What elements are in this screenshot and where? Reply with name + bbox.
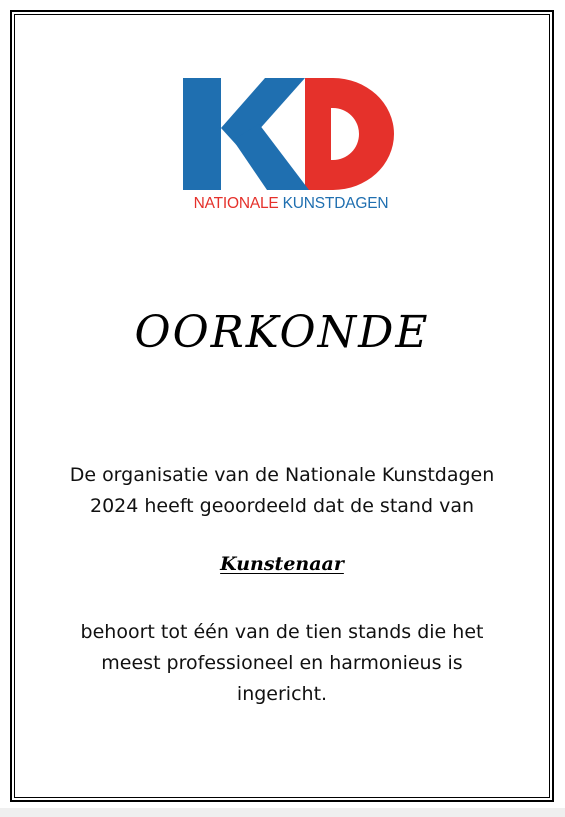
- kd-logo-icon: [183, 78, 401, 190]
- outro-line: ingericht.: [236, 683, 328, 705]
- outro-line: meest professioneel en harmonieus is: [101, 652, 463, 674]
- outro-line: behoort tot één van de tien stands die het: [80, 621, 484, 643]
- outro-paragraph: [45, 617, 519, 710]
- intro-paragraph: [45, 460, 519, 522]
- logo-word-nationale: NATIONALE: [193, 195, 279, 212]
- recipient-name: Kunstenaar: [220, 553, 344, 575]
- logo-k-lower-diagonal: [233, 124, 309, 190]
- certificate-inner-border: [14, 14, 550, 798]
- logo-d-shape: [305, 78, 394, 190]
- intro-line: 2024 heeft geoordeeld dat de stand van: [90, 495, 474, 517]
- logo-wordmark: [181, 195, 401, 213]
- logo-word-kunstdagen: KUNSTDAGEN: [282, 195, 389, 212]
- certificate-title: OORKONDE: [134, 307, 430, 358]
- logo-k-bar: [183, 78, 221, 190]
- page-bottom-strip: [0, 808, 565, 817]
- intro-line: De organisatie van de Nationale Kunstdagen: [69, 464, 495, 486]
- certificate-border: [10, 10, 554, 802]
